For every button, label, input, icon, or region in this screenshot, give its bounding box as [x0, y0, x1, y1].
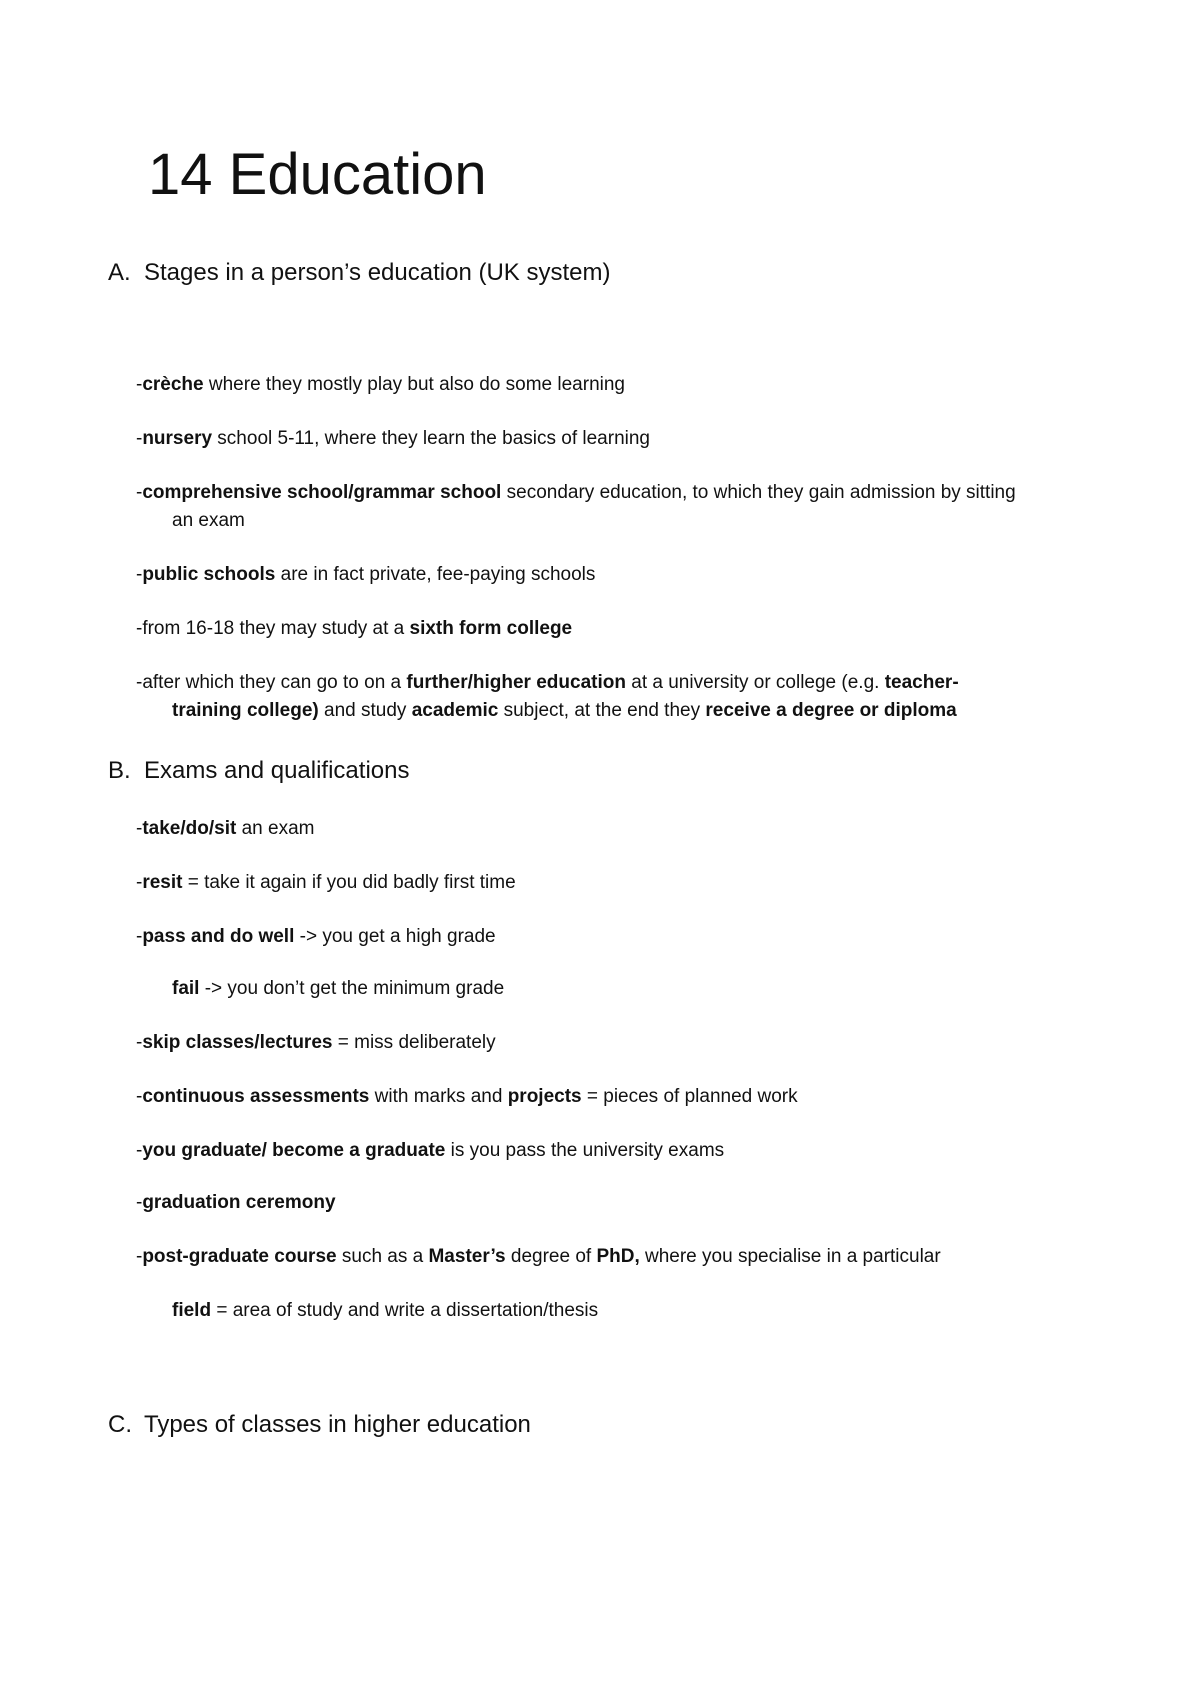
list-item — [136, 924, 496, 950]
section-heading-text: Exams and qualifications — [144, 757, 410, 784]
item-text: -> you don’t get the minimum grade — [199, 978, 505, 999]
list-item — [136, 870, 516, 896]
item-text: -> you get a high grade — [294, 926, 496, 947]
list-item — [136, 1138, 724, 1164]
item-text: subject, at the end they — [498, 700, 706, 721]
list-dash: - — [136, 482, 143, 503]
list-dash: - — [136, 872, 143, 893]
item-text: an exam — [172, 510, 245, 531]
list-item — [172, 508, 245, 534]
list-dash: - — [136, 374, 143, 395]
term-bold: take/do/sit — [142, 818, 237, 839]
term-bold: crèche — [142, 374, 204, 395]
item-text: after which they can go to on a — [142, 672, 407, 693]
term-bold: teacher- — [884, 672, 959, 693]
section-letter: C. — [108, 1411, 132, 1438]
list-dash: - — [136, 1246, 143, 1267]
list-item — [136, 670, 959, 696]
section-heading-a — [108, 258, 610, 288]
item-text: where they mostly play but also do some learning — [203, 374, 625, 395]
item-text: from 16-18 they may study at a — [142, 618, 410, 639]
list-item — [136, 562, 595, 588]
list-item — [172, 698, 957, 724]
list-dash: - — [136, 428, 143, 449]
term-bold: comprehensive school/grammar school — [142, 482, 502, 503]
list-item — [136, 426, 650, 452]
item-text: = take it again if you did badly first time — [182, 872, 516, 893]
section-letter: A. — [108, 259, 131, 286]
section-letter: B. — [108, 757, 131, 784]
list-item — [136, 816, 314, 842]
term-bold: sixth form college — [409, 618, 573, 639]
list-item — [136, 1084, 798, 1110]
list-dash: - — [136, 818, 143, 839]
term-bold: you graduate/ become a graduate — [142, 1140, 446, 1161]
list-dash: - — [136, 1140, 143, 1161]
term-bold: pass and do well — [142, 926, 295, 947]
item-text: and study — [318, 700, 412, 721]
term-bold: continuous assessments — [142, 1086, 370, 1107]
list-item — [136, 1244, 941, 1270]
list-item — [136, 616, 572, 642]
item-text: are in fact private, fee-paying schools — [275, 564, 596, 585]
list-item — [172, 1298, 598, 1324]
item-text: = miss deliberately — [332, 1032, 496, 1053]
list-item — [136, 1030, 496, 1056]
term-bold: receive a degree or diploma — [705, 700, 957, 721]
term-bold: projects — [507, 1086, 582, 1107]
item-text: is you pass the university exams — [445, 1140, 725, 1161]
list-item — [136, 1190, 336, 1216]
section-heading-c — [108, 1410, 531, 1440]
item-text: degree of — [505, 1246, 597, 1267]
list-dash: - — [136, 672, 143, 693]
item-text: secondary education, to which they gain admission by sitting — [501, 482, 1016, 503]
list-dash: - — [136, 1032, 143, 1053]
term-bold: further/higher education — [406, 672, 626, 693]
term-bold: Master’s — [428, 1246, 506, 1267]
term-bold: skip classes/lectures — [142, 1032, 333, 1053]
section-heading-text: Stages in a person’s education (UK system) — [144, 259, 611, 286]
item-text: where you specialise in a particular — [639, 1246, 941, 1267]
item-text: = pieces of planned work — [581, 1086, 798, 1107]
term-bold: fail — [172, 978, 200, 999]
term-bold: field — [172, 1300, 212, 1321]
section-heading-text: Types of classes in higher education — [144, 1411, 531, 1438]
term-bold: academic — [411, 700, 499, 721]
item-text: = area of study and write a dissertation/thesis — [211, 1300, 599, 1321]
list-dash: - — [136, 1086, 143, 1107]
item-text: an exam — [236, 818, 315, 839]
item-text: with marks and — [369, 1086, 508, 1107]
term-bold: resit — [142, 872, 183, 893]
term-bold: training college) — [172, 700, 319, 721]
list-dash: - — [136, 1192, 143, 1213]
section-heading-b — [108, 756, 409, 786]
list-dash: - — [136, 564, 143, 585]
term-bold: post-graduate course — [142, 1246, 337, 1267]
term-bold: public schools — [142, 564, 276, 585]
term-bold: PhD, — [596, 1246, 640, 1267]
list-item — [172, 976, 504, 1002]
list-dash: - — [136, 618, 143, 639]
term-bold: graduation ceremony — [142, 1192, 336, 1213]
page-title: 14 Education — [148, 142, 487, 207]
list-item — [136, 480, 1016, 506]
list-item — [136, 372, 625, 398]
term-bold: nursery — [142, 428, 213, 449]
item-text: at a university or college (e.g. — [625, 672, 885, 693]
item-text: such as a — [336, 1246, 429, 1267]
list-dash: - — [136, 926, 143, 947]
item-text: school 5-11, where they learn the basics of learning — [212, 428, 650, 449]
